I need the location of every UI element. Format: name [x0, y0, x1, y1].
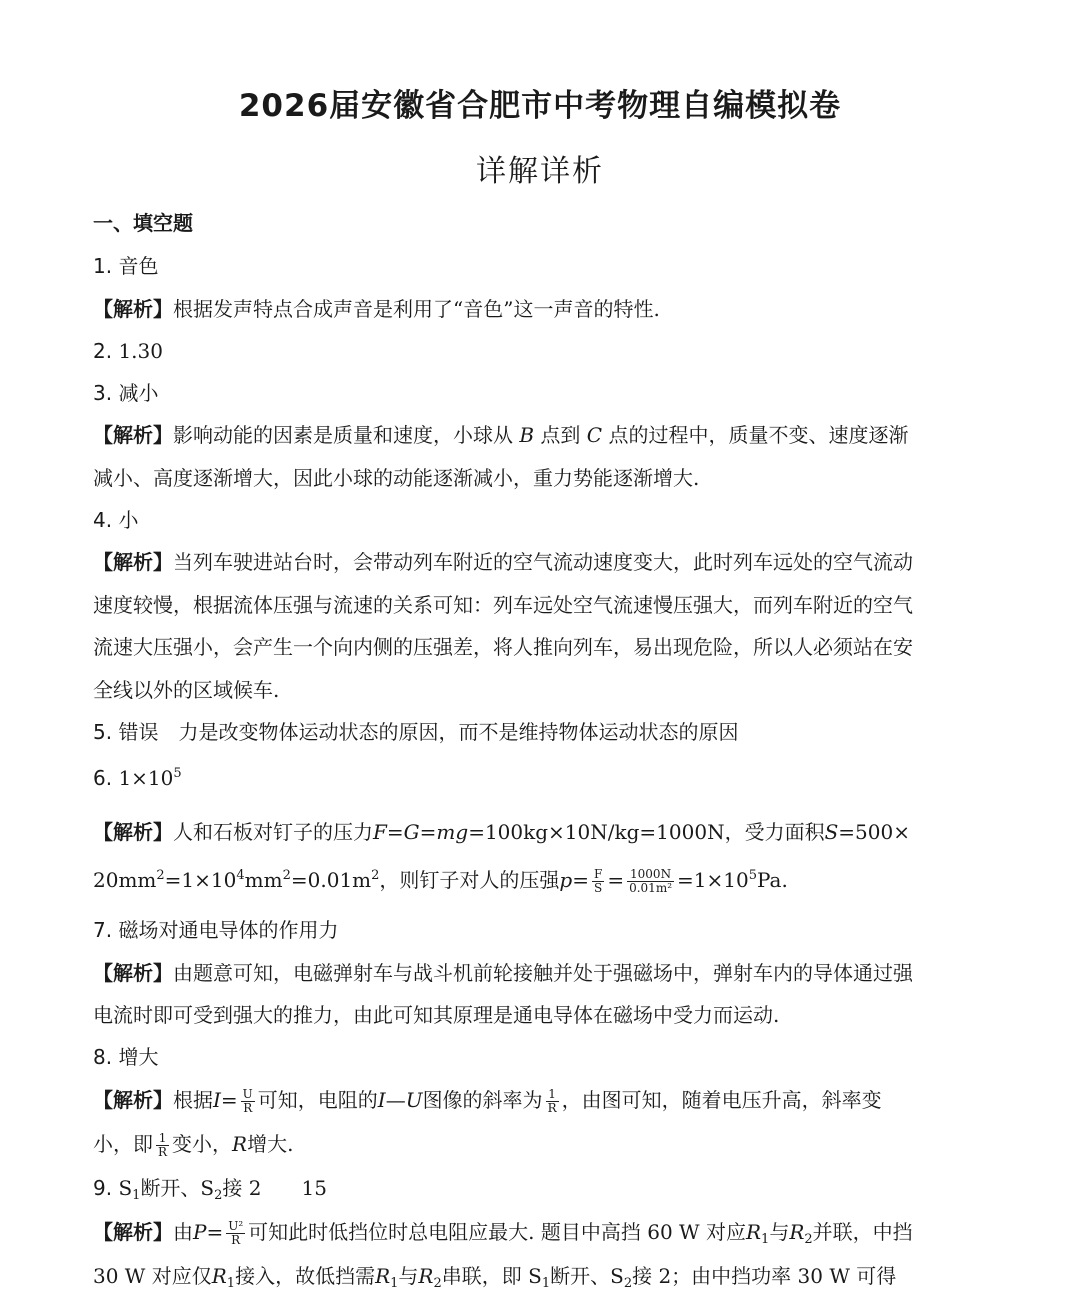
text: 30 W 对应仅: [93, 1264, 212, 1288]
denominator: R: [231, 1233, 241, 1247]
var-p: P: [193, 1220, 207, 1244]
sub: 1: [761, 1232, 770, 1247]
var-i: I: [377, 1088, 386, 1112]
q6-base: 1×10: [118, 766, 174, 790]
numerator: F: [594, 867, 603, 881]
text: 人和石板对钉子的压力: [173, 820, 373, 844]
fraction-u2-r: [226, 1220, 245, 1247]
text: 图像的斜率为: [422, 1088, 543, 1112]
var-p: p: [559, 868, 573, 892]
var-f: F: [373, 820, 387, 844]
q4-analysis-line3: 流速大压强小，会产生一个向内侧的压强差，将人推向列车，易出现危险，所以人必须站在安: [93, 635, 913, 659]
q6-number: 6.: [93, 766, 113, 790]
denominator: R: [243, 1101, 253, 1115]
analysis-tag: 【解析】: [93, 423, 173, 447]
var-s: S: [824, 820, 839, 844]
text: =: [607, 868, 625, 892]
text: =1×10: [677, 868, 749, 892]
q5-answer: [93, 718, 993, 746]
text: 由题意可知，电磁弹射车与战斗机前轮接触并处于强磁场中，弹射车内的导体通过强: [173, 961, 913, 985]
text: S: [118, 1176, 133, 1200]
fraction-value: [627, 868, 674, 895]
q9-answer: [93, 1174, 993, 1202]
q1-analysis-text: 根据发声特点合成声音是利用了“音色”这一声音的特性.: [173, 297, 660, 321]
text: 点到: [540, 423, 581, 447]
text: 增大.: [247, 1132, 294, 1156]
sup: 2: [371, 868, 380, 883]
analysis-tag: 【解析】: [93, 297, 173, 321]
text: 影响动能的因素是质量和速度，小球从: [173, 423, 513, 447]
text: 变小，: [172, 1132, 233, 1156]
numerator: 1: [546, 1088, 559, 1102]
analysis-tag: 【解析】: [93, 961, 173, 985]
numerator: U²: [228, 1219, 244, 1233]
var-r: R: [789, 1220, 805, 1244]
page-subtitle: 详解详析: [476, 154, 604, 189]
q7-analysis-line2: 电流时即可受到强大的推力，由此可知其原理是通电导体在磁场中受力而运动.: [93, 1003, 780, 1027]
q3-number: 3.: [93, 381, 113, 405]
sub: 2: [804, 1232, 813, 1247]
q9-analysis-line1: [93, 1218, 993, 1247]
text: =500×: [838, 820, 910, 844]
q7-analysis-line1: [93, 959, 993, 987]
point-b: B: [519, 423, 535, 447]
text: mm: [244, 868, 283, 892]
text: 根据: [173, 1088, 213, 1112]
numerator: 1000N: [627, 868, 674, 882]
q3-answer: [93, 379, 993, 407]
q2-number: 2.: [93, 339, 113, 363]
fraction-1-r: [546, 1088, 559, 1115]
denominator: R: [158, 1145, 168, 1159]
text: =: [572, 868, 589, 892]
q4-analysis-line4: 全线以外的区域候车.: [93, 678, 280, 702]
sub: 1: [226, 1276, 236, 1291]
q3-analysis-line1: [93, 421, 993, 449]
fraction-u-r: [241, 1088, 255, 1115]
text: 与: [769, 1220, 790, 1244]
q4-answer-text: 小: [118, 508, 139, 532]
text: =0.01m: [290, 868, 372, 892]
var-u: U: [405, 1088, 423, 1112]
var-i: I: [213, 1088, 221, 1112]
page-title: 2026届安徽省合肥市中考物理自编模拟卷: [238, 88, 842, 124]
text: ，则钉子对人的压强: [379, 868, 560, 892]
text: 接入，故低挡需: [235, 1264, 376, 1288]
q1-analysis: [93, 295, 993, 323]
text: ，由图可知，随着电压升高，斜率变: [561, 1088, 882, 1112]
q3-analysis-line2: 减小、高度逐渐增大，因此小球的动能逐渐减小，重力势能逐渐增大.: [93, 466, 700, 490]
q6-analysis-line1: [93, 818, 993, 846]
q8-answer-text: 增大: [118, 1045, 159, 1069]
var-g: g: [455, 820, 469, 844]
text: 并联，中挡: [812, 1220, 913, 1244]
text: =: [386, 820, 404, 844]
denominator: 0.01m²: [629, 881, 673, 895]
sup: 2: [156, 868, 165, 883]
text: 断开、S: [140, 1176, 215, 1200]
numerator: U: [242, 1087, 253, 1101]
q8-number: 8.: [93, 1045, 113, 1069]
analysis-tag: 【解析】: [93, 550, 173, 574]
analysis-tag: 【解析】: [93, 1220, 173, 1244]
var-r: R: [745, 1220, 762, 1244]
var-g-upper: G: [403, 820, 420, 844]
var-r: R: [418, 1264, 434, 1288]
text: 当列车驶进站台时，会带动列车附近的空气流动速度变大，此时列车远处的空气流动: [173, 550, 913, 574]
text: 接 2: [222, 1176, 262, 1200]
numerator: 1: [156, 1132, 169, 1146]
denominator: S: [594, 881, 603, 895]
text: 点的过程中，质量不变、速度逐渐: [608, 423, 909, 447]
q5-answer-text: 错误 力是改变物体运动状态的原因，而不是维持物体运动状态的原因: [118, 720, 739, 744]
text: 可知此时低挡位时总电阻应最大. 题目中高挡 60 W 对应: [248, 1220, 746, 1244]
text: 接 2；由中挡功率 30 W 可得: [632, 1264, 897, 1288]
denominator: R: [547, 1101, 557, 1115]
q7-number: 7.: [93, 918, 113, 942]
analysis-tag: 【解析】: [93, 820, 173, 844]
q6-answer: [93, 764, 993, 792]
q5-number: 5.: [93, 720, 113, 744]
q7-answer: [93, 916, 993, 944]
text: =: [220, 1088, 238, 1112]
analysis-tag: 【解析】: [93, 1088, 173, 1112]
q1-answer-text: 音色: [118, 254, 159, 278]
q2-answer-text: 1.30: [118, 339, 163, 363]
text: 串联，即 S: [441, 1264, 542, 1288]
sub: 2: [623, 1276, 633, 1291]
text: 断开、S: [550, 1264, 624, 1288]
text: Pa.: [757, 868, 788, 892]
sup: 2: [282, 868, 291, 883]
q6-exp: 5: [173, 766, 182, 781]
q9-number: 9.: [93, 1176, 113, 1200]
sub: 2: [214, 1188, 223, 1203]
var-r: R: [211, 1264, 227, 1288]
q8-analysis-line1: [93, 1086, 993, 1115]
text: =: [206, 1220, 224, 1244]
var-r: R: [375, 1264, 391, 1288]
q4-number: 4.: [93, 508, 113, 532]
point-c: C: [586, 423, 603, 447]
q4-analysis-line2: 速度较慢，根据流体压强与流速的关系可知：列车远处空气流速慢压强大，而列车附近的空气: [93, 593, 913, 617]
text: =1×10: [164, 868, 237, 892]
sub: 2: [433, 1276, 442, 1291]
text: =100kg×10N/kg=1000N，受力面积: [468, 820, 825, 844]
q2-answer: [93, 337, 993, 365]
q9-second-answer: 15: [301, 1176, 327, 1200]
fraction-f-s: [592, 868, 604, 895]
var-r: R: [232, 1132, 248, 1156]
text: 20mm: [93, 868, 157, 892]
q9-analysis-line2: [93, 1262, 993, 1290]
sup: 4: [236, 868, 245, 883]
sub: 1: [541, 1276, 551, 1291]
q8-answer: [93, 1043, 993, 1071]
q6-analysis-line2: [93, 866, 993, 895]
sup: 5: [748, 868, 757, 883]
text: 由: [173, 1220, 193, 1244]
text: 小，即: [93, 1132, 153, 1156]
q8-analysis-line2: [93, 1130, 993, 1159]
q1-answer: [93, 252, 993, 280]
q1-number: 1.: [93, 254, 113, 278]
q3-answer-text: 减小: [118, 381, 159, 405]
sub: 1: [132, 1188, 141, 1203]
text: 与: [398, 1264, 419, 1288]
text: —: [385, 1088, 406, 1112]
q4-answer: [93, 506, 993, 534]
text: 可知，电阻的: [257, 1088, 378, 1112]
fraction-1-r: [156, 1132, 169, 1159]
section-heading: 一、填空题: [93, 211, 193, 235]
q7-answer-text: 磁场对通电导体的作用力: [118, 918, 339, 942]
var-m: m: [436, 820, 456, 844]
q4-analysis-line1: [93, 548, 993, 576]
sub: 1: [390, 1276, 399, 1291]
text: =: [419, 820, 437, 844]
